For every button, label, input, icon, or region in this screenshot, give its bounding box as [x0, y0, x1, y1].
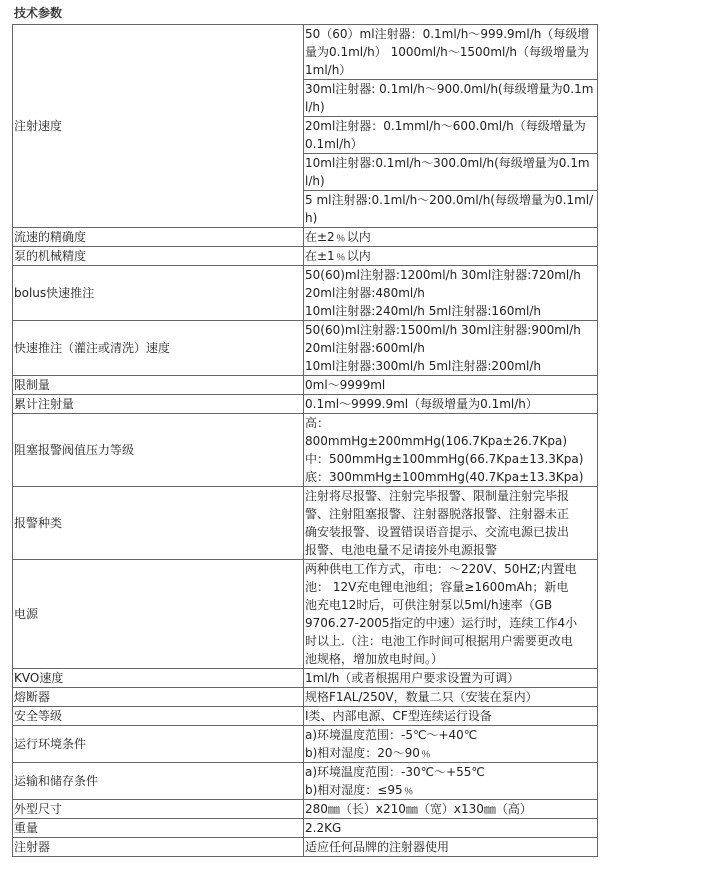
- spec-label: 流速的精确度: [13, 228, 304, 247]
- table-row: [13, 414, 598, 487]
- value-line: 高：: [305, 416, 330, 430]
- spec-value: 1ml/h（或者根据用户要求设置为可调）: [304, 669, 598, 688]
- table-row: [13, 247, 598, 266]
- value-line: b)相对湿度：≤95﹪: [305, 783, 415, 797]
- value-line: 报警、电池电量不足请接外电源报警: [305, 543, 498, 557]
- spec-value: 0ml～9999ml: [304, 376, 598, 395]
- table-row: [13, 376, 598, 395]
- spec-value: 适应任何品牌的注射器使用: [304, 838, 598, 857]
- spec-label: 安全等级: [13, 707, 304, 726]
- value-line: 注射将尽报警、注射完毕报警、限制量注射完毕报: [305, 489, 570, 503]
- table-row: [13, 321, 598, 376]
- value-line: 50(60)ml注射器:1200ml/h 30ml注射器:720ml/h: [305, 268, 581, 282]
- value-line: 底：300mmHg±100mmHg(40.7Kpa±13.3Kpa): [305, 470, 584, 484]
- spec-label: 报警种类: [13, 487, 304, 560]
- value-line: 9706.27-2005指定的中速）运行时，连续工作4小: [305, 616, 578, 630]
- spec-label: 外型尺寸: [13, 800, 304, 819]
- value-line: 10ml注射器:300ml/h 5ml注射器:200ml/h: [305, 359, 542, 373]
- table-row: [13, 228, 598, 247]
- table-row: [13, 838, 598, 857]
- spec-value: [304, 266, 598, 321]
- spec-value: [304, 763, 598, 800]
- value-line: 20ml注射器:600ml/h: [305, 341, 425, 355]
- table-row: [13, 669, 598, 688]
- value-line: a)环境温度范围：-30℃～+55℃: [305, 765, 485, 779]
- value-line: 池规格，增加放电时间。）: [305, 652, 444, 666]
- value-line: a)环境温度范围：-5℃～+40℃: [305, 728, 478, 742]
- spec-label: 电源: [13, 560, 304, 669]
- spec-value: 20ml注射器：0.1mml/h～600.0ml/h（每级增量为0.1ml/h）: [304, 117, 598, 154]
- spec-value: [304, 487, 598, 560]
- value-line: 两种供电工作方式，市电：～220V、50HZ;内置电: [305, 562, 577, 576]
- page-title: 技术参数: [14, 6, 63, 20]
- spec-value: [304, 321, 598, 376]
- spec-value: 30ml注射器: 0.1ml/h～900.0ml/h(每级增量为0.1ml/h): [304, 80, 598, 117]
- spec-label: 快速推注（灌注或清洗）速度: [13, 321, 304, 376]
- table-row: [13, 763, 598, 800]
- spec-value: 10ml注射器:0.1ml/h～300.0ml/h(每级增量为0.1ml/h): [304, 154, 598, 191]
- value-line: 池充电12时后，可供注射泵以5ml/h速率（GB: [305, 598, 553, 612]
- spec-label: 注射器: [13, 838, 304, 857]
- table-row: [13, 819, 598, 838]
- spec-label: 运输和储存条件: [13, 763, 304, 800]
- spec-value: [304, 726, 598, 763]
- spec-value: 5 ml注射器:0.1ml/h～200.0ml/h(每级增量为0.1ml/h): [304, 191, 598, 228]
- table-row: [13, 800, 598, 819]
- value-line: 800mmHg±200mmHg(106.7Kpa±26.7Kpa): [305, 434, 568, 448]
- spec-value: 50（60）ml注射器：0.1ml/h～999.9ml/h（每级增量为0.1ml/h） 1000ml/h～1500ml/h（每级增量为1ml/h）: [304, 25, 598, 80]
- spec-value: I类、内部电源、CF型连续运行设备: [304, 707, 598, 726]
- table-row: [13, 266, 598, 321]
- value-line: b)相对湿度：20～90﹪: [305, 746, 432, 760]
- spec-label: 累计注射量: [13, 395, 304, 414]
- table-row: [13, 395, 598, 414]
- table-row: [13, 726, 598, 763]
- value-line: 20ml注射器:480ml/h: [305, 286, 425, 300]
- spec-label: bolus快速推注: [13, 266, 304, 321]
- value-line: 时以上.（注：电池工作时间可根据用户需要更改电: [305, 634, 573, 648]
- spec-value: 规格F1AL/250V，数量二只（安装在泵内）: [304, 688, 598, 707]
- table-row: [13, 560, 598, 669]
- spec-value: 在±2﹪以内: [304, 228, 598, 247]
- spec-label: 注射速度: [13, 25, 304, 228]
- value-line: 10ml注射器:240ml/h 5ml注射器:160ml/h: [305, 304, 542, 318]
- spec-label: 阻塞报警阀值压力等级: [13, 414, 304, 487]
- spec-label: 重量: [13, 819, 304, 838]
- value-line: 50(60)ml注射器:1500ml/h 30ml注射器:900ml/h: [305, 323, 581, 337]
- spec-value: 在±1﹪以内: [304, 247, 598, 266]
- table-row: [13, 25, 598, 80]
- spec-value: [304, 560, 598, 669]
- spec-label: 运行环境条件: [13, 726, 304, 763]
- spec-label: 熔断器: [13, 688, 304, 707]
- value-line: 中：500mmHg±100mmHg(66.7Kpa±13.3Kpa): [305, 452, 584, 466]
- value-line: 警、注射阻塞报警、注射器脱落报警、注射器未正: [305, 507, 570, 521]
- spec-value: [304, 414, 598, 487]
- value-line: 池： 12V充电锂电池组；容量≥1600mAh；新电: [305, 580, 569, 594]
- spec-value: 280㎜（长）x210㎜（宽）x130㎜（高）: [304, 800, 598, 819]
- spec-value: 0.1ml～9999.9ml（每级增量为0.1ml/h）: [304, 395, 598, 414]
- spec-value: 2.2KG: [304, 819, 598, 838]
- table-row: [13, 707, 598, 726]
- spec-label: 限制量: [13, 376, 304, 395]
- spec-label: KVO速度: [13, 669, 304, 688]
- spec-label: 泵的机械精度: [13, 247, 304, 266]
- value-line: 确安装报警、设置错误语音提示、交流电源已拔出: [305, 525, 570, 539]
- table-row: [13, 688, 598, 707]
- table-row: [13, 487, 598, 560]
- spec-table: [12, 24, 598, 857]
